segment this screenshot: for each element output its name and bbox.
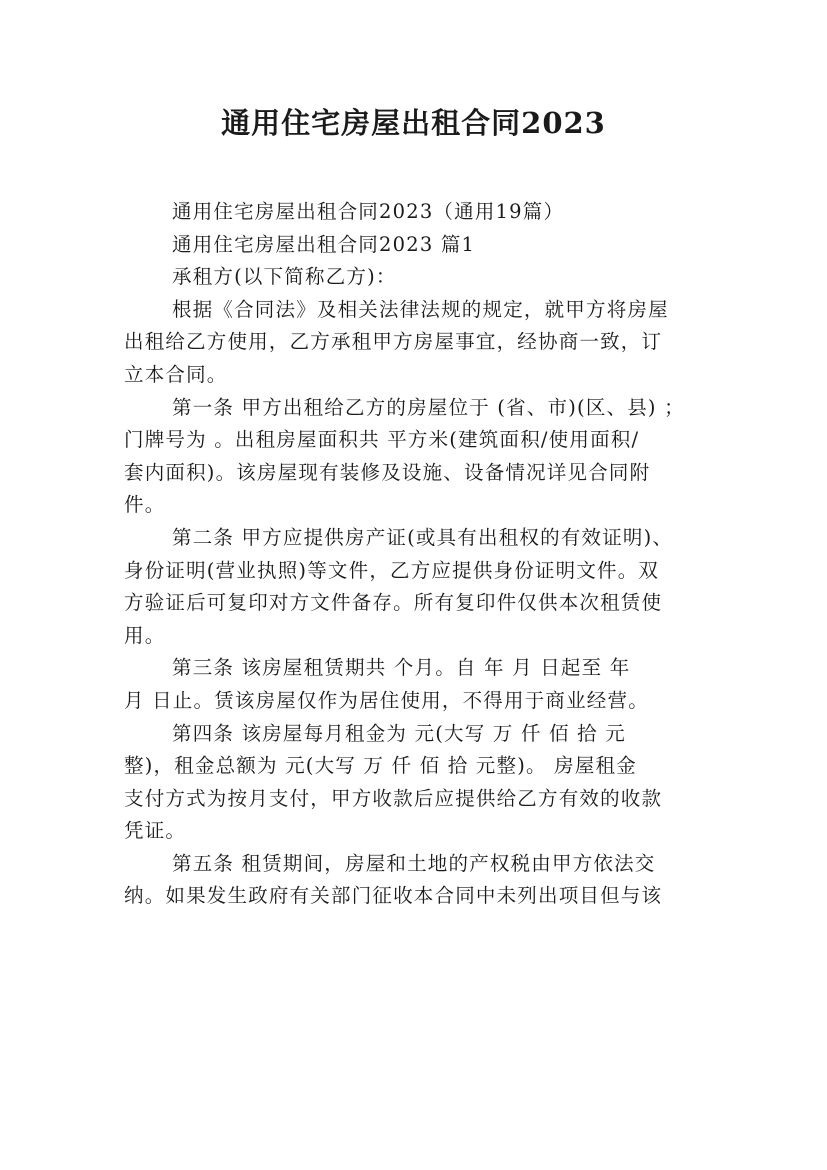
- text-line: 件。: [124, 493, 166, 517]
- text-line: 支付方式为按月支付，甲方收款后应提供给乙方有效的收款: [124, 786, 663, 810]
- paragraph-article-1: [124, 392, 706, 522]
- text-line: 通用住宅房屋出租合同2023（通用19篇）: [172, 200, 565, 223]
- text-line: 立本合同。: [124, 362, 228, 386]
- text-line: 第三条 该房屋租赁期共 个月。自 年 月 日起至 年: [172, 656, 631, 680]
- paragraph-tenant: [124, 261, 706, 294]
- paragraph-intro-title: [124, 196, 706, 229]
- text-line: 门牌号为 。出租房屋面积共 平方米(建筑面积/使用面积/: [124, 428, 640, 452]
- text-line: 第五条 租赁期间，房屋和土地的产权税由甲方依法交: [172, 851, 656, 875]
- text-line: 方验证后可复印对方文件备存。所有复印件仅供本次租赁使: [124, 591, 663, 615]
- text-line: 身份证明(营业执照)等文件，乙方应提供身份证明文件。双: [124, 558, 660, 582]
- text-line: 第二条 甲方应提供房产证(或具有出租权的有效证明)、: [172, 525, 674, 549]
- document-title: 通用住宅房屋出租合同2023: [221, 106, 606, 140]
- text-line: 通用住宅房屋出租合同2023 篇1: [172, 232, 476, 256]
- paragraph-article-5: [124, 848, 706, 913]
- text-line: 纳。如果发生政府有关部门征收本合同中未列出项目但与该: [124, 884, 663, 908]
- paragraph-article-2: [124, 522, 706, 652]
- paragraph-section-heading: [124, 229, 706, 262]
- paragraph-article-4: [124, 718, 706, 848]
- text-line: 整)，租金总额为 元(大写 万 仟 佰 拾 元整)。 房屋租金: [124, 754, 637, 778]
- text-line: 根据《合同法》及相关法律法规的规定，就甲方将房屋: [172, 297, 669, 321]
- text-line: 凭证。: [124, 819, 187, 843]
- paragraph-preamble: [124, 294, 706, 392]
- text-line: 承租方(以下简称乙方)：: [172, 265, 397, 289]
- text-line: 用。: [124, 623, 166, 647]
- text-line: 出租给乙方使用，乙方承租甲方房屋事宜，经协商一致，订: [124, 330, 663, 354]
- paragraph-article-3: [124, 652, 706, 717]
- text-line: 第四条 该房屋每月租金为 元(大写 万 仟 佰 拾 元: [172, 721, 626, 745]
- text-line: 月 日止。赁该房屋仅作为居住使用，不得用于商业经营。: [124, 688, 649, 712]
- text-line: 套内面积)。该房屋现有装修及设施、设备情况详见合同附: [124, 460, 651, 484]
- document-body: [124, 196, 706, 913]
- text-line: 第一条 甲方出租给乙方的房屋位于 (省、市)(区、县) ；: [172, 395, 685, 419]
